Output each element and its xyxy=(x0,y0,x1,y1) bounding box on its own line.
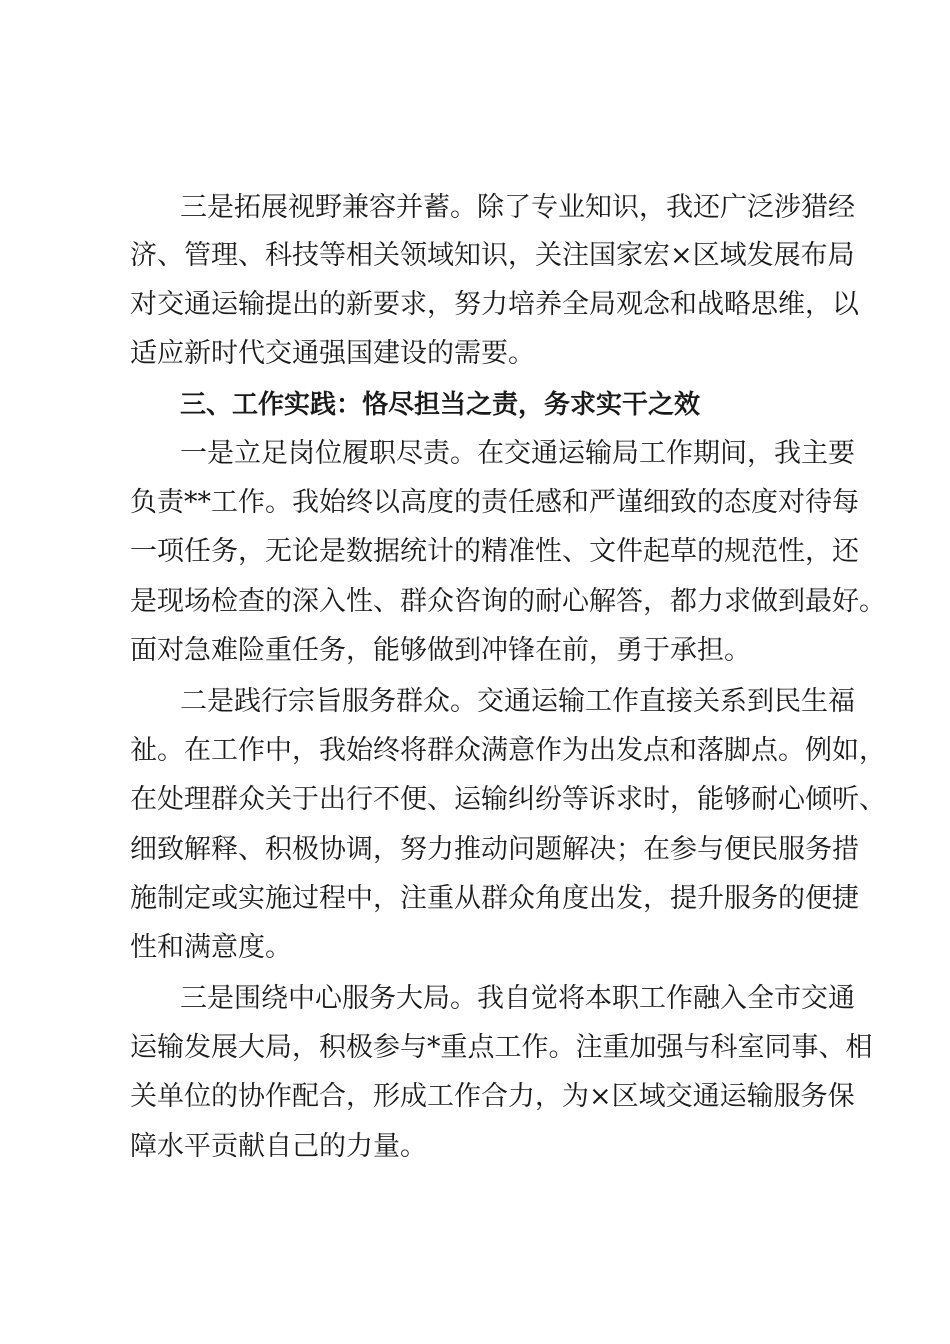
paragraph-line: 障水平贡献自己的力量。 xyxy=(130,1131,427,1162)
paragraph-line: 一项任务，无论是数据统计的精准性、文件起草的规范性，还 xyxy=(130,536,859,567)
paragraph-line: 是现场检查的深入性、群众咨询的耐心解答，都力求做到最好。 xyxy=(130,586,886,617)
paragraph-line: 细致解释、积极协调，努力推动问题解决；在参与便民服务措 xyxy=(130,834,859,865)
paragraph-line: 面对急难险重任务，能够做到冲锋在前，勇于承担。 xyxy=(130,635,751,666)
paragraph-line: 一是立足岗位履职尽责。在交通运输局工作期间，我主要 xyxy=(180,438,855,469)
paragraph-line: 三是围绕中心服务大局。我自觉将本职工作融入全市交通 xyxy=(180,983,855,1014)
paragraph-line: 在处理群众关于出行不便、运输纠纷等诉求时，能够耐心倾听、 xyxy=(130,784,886,815)
section-heading: 三、工作实践：恪尽担当之责，务求实干之效 xyxy=(180,390,701,420)
paragraph-line: 济、管理、科技等相关领域知识，关注国家宏×区域发展布局 xyxy=(130,240,855,271)
paragraph-line: 适应新时代交通强国建设的需要。 xyxy=(130,338,535,369)
paragraph-line: 性和满意度。 xyxy=(130,932,292,963)
paragraph-line: 三是拓展视野兼容并蓄。除了专业知识，我还广泛涉猎经 xyxy=(180,192,855,223)
paragraph-line: 对交通运输提出的新要求，努力培养全局观念和战略思维，以 xyxy=(130,289,859,320)
paragraph-line: 运输发展大局，积极参与*重点工作。注重加强与科室同事、相 xyxy=(130,1032,873,1063)
paragraph-line: 祉。在工作中，我始终将群众满意作为出发点和落脚点。例如， xyxy=(130,735,886,766)
paragraph-line: 二是践行宗旨服务群众。交通运输工作直接关系到民生福 xyxy=(180,686,855,717)
paragraph-line: 负责**工作。我始终以高度的责任感和严谨细致的态度对待每 xyxy=(130,487,859,518)
paragraph-line: 施制定或实施过程中，注重从群众角度出发，提升服务的便捷 xyxy=(130,883,859,914)
paragraph-line: 关单位的协作配合，形成工作合力，为×区域交通运输服务保 xyxy=(130,1081,855,1112)
